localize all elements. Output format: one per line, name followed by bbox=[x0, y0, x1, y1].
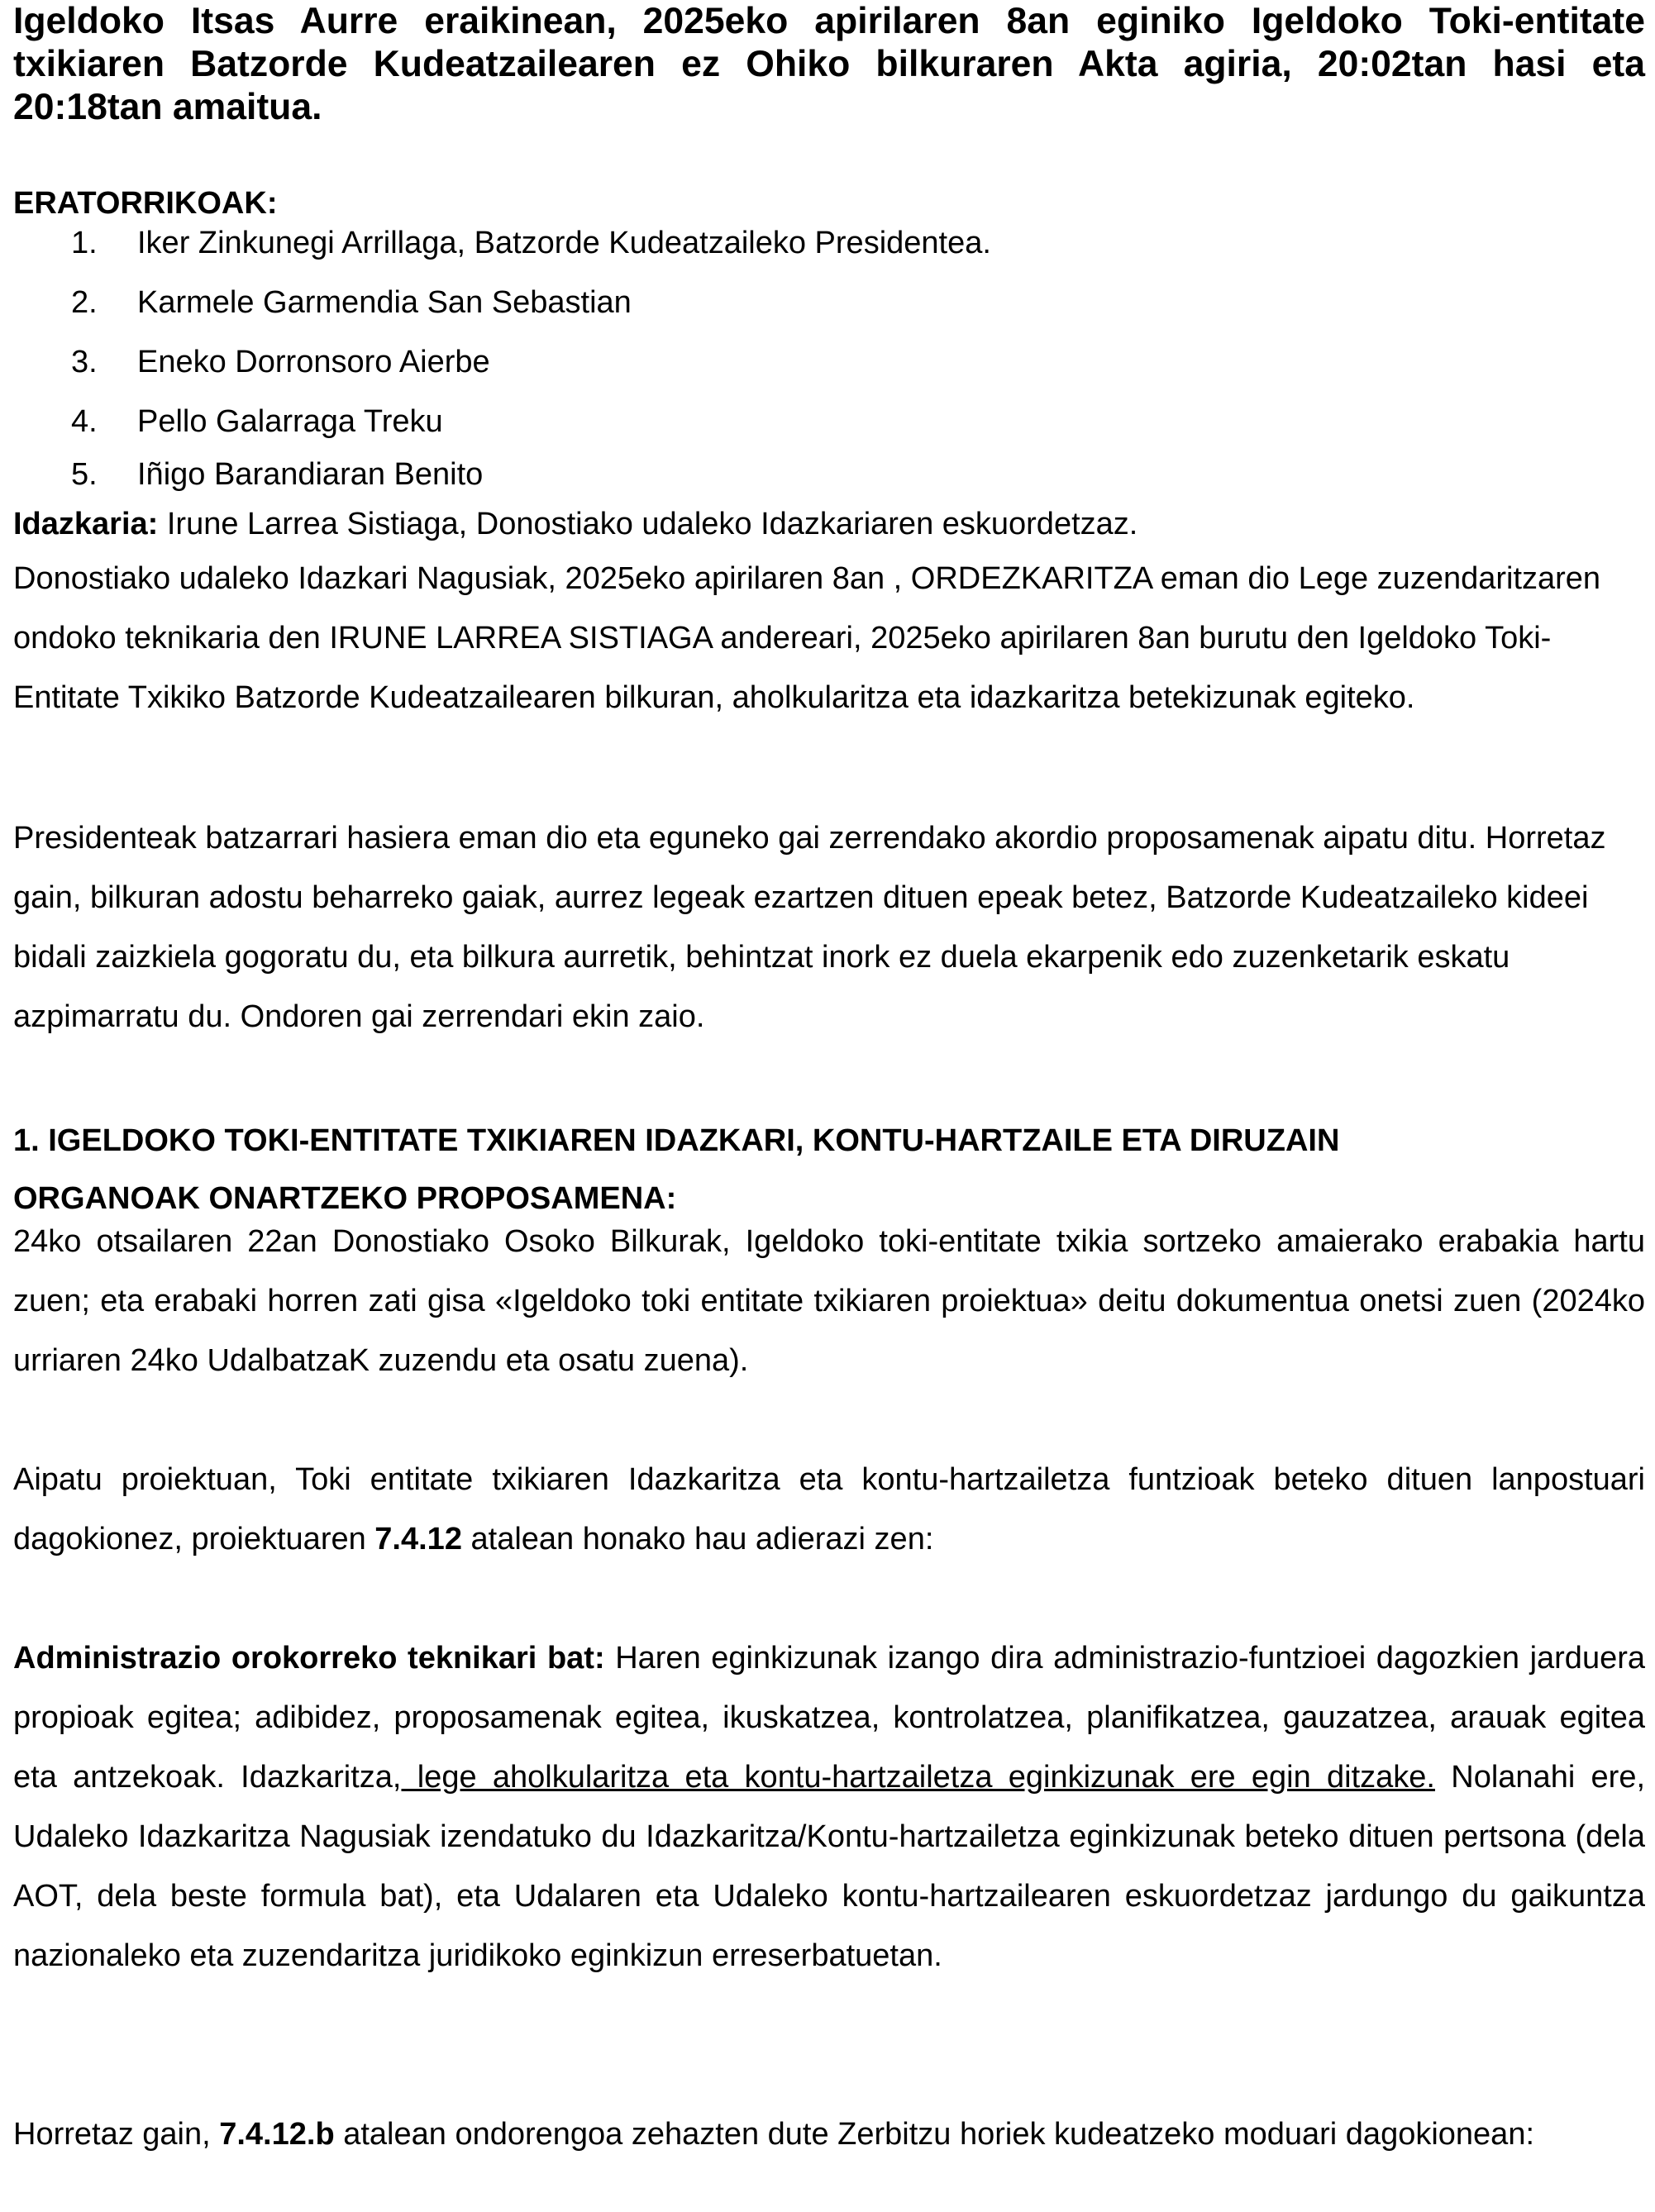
quote-underlined-text: lege aholkularitza eta kontu-hartzailetza eginkizunak ere egin ditzake. bbox=[401, 1760, 1435, 1795]
quoted-paragraph bbox=[13, 1628, 1645, 1986]
item1-paragraph-1: 24ko otsailaren 22an Donostiako Osoko Bilkurak, Igeldoko toki-entitate txikia sortzeko amaierako erabakia hartu zuen; eta erabaki horren zati gisa «Igeldoko toki entitate txikiaren proiektua» deitu dokumentua onetsi zuen (2024ko urriaren 24ko UdalbatzaK zuzendu eta osatu zuena). bbox=[13, 1224, 1645, 1378]
item1-paragraph-3-tail: atalean ondorengoa zehazten dute Zerbitzu horiek kudeatzeko moduari dagokionean: bbox=[334, 2117, 1535, 2152]
item1-heading-line2: ORGANOAK ONARTZEKO PROPOSAMENA: bbox=[13, 1181, 677, 1216]
list-item bbox=[71, 392, 991, 451]
quote-text-2: Nolanahi ere, Udaleko Idazkaritza Nagusiak izendatuko du Idazkaritza/Kontu-hartzailetza eginkizunak beteko dituen pertsona (dela AOT, dela beste formula bat), eta Udalaren eta Udaleko kontu-hartzailearen eskuordetzaz jardungo du gaikuntza nazionaleko eta zuzendaritza juridikoko eginkizun erreserbatuetan. bbox=[13, 1760, 1646, 1973]
list-item-name: Pello Galarraga Treku bbox=[137, 404, 443, 439]
item1-paragraph-3-text: Horretaz gain, bbox=[13, 2117, 220, 2152]
item1-heading-line1: 1. IGELDOKO TOKI-ENTITATE TXIKIAREN IDAZKARI, KONTU-HARTZAILE ETA DIRUZAIN bbox=[13, 1123, 1340, 1158]
item1-paragraph-2-tail: atalean honako hau adierazi zen: bbox=[461, 1522, 934, 1557]
item1-paragraph-2-text: Aipatu proiektuan, Toki entitate txikiaren Idazkaritza eta kontu-hartzailetza funtzioak beteko dituen lanpostuari dagokionez, proiektuaren bbox=[13, 1462, 1645, 1557]
attendees-heading: ERATORRIKOAK: bbox=[13, 186, 278, 221]
list-item-number: 5. bbox=[71, 457, 98, 492]
list-item bbox=[71, 213, 991, 273]
attendees-list bbox=[71, 213, 991, 498]
list-item-name: Iñigo Barandiaran Benito bbox=[137, 457, 484, 492]
item1-paragraph-3 bbox=[13, 2105, 1645, 2164]
list-item-number: 4. bbox=[71, 404, 98, 439]
quote-label: Administrazio orokorreko teknikari bat: bbox=[13, 1641, 605, 1676]
list-item-name: Karmele Garmendia San Sebastian bbox=[137, 285, 632, 320]
list-item-number: 1. bbox=[71, 226, 98, 260]
section-ref: 7.4.12 bbox=[374, 1522, 462, 1557]
list-item bbox=[71, 451, 991, 498]
secretary-text: Irune Larrea Sistiaga, Donostiako udaleko Idazkariaren eskuordetzaz. bbox=[158, 507, 1138, 541]
list-item bbox=[71, 273, 991, 332]
list-item-name: Iker Zinkunegi Arrillaga, Batzorde Kudeatzaileko Presidentea. bbox=[137, 226, 991, 260]
section-ref: 7.4.12.b bbox=[219, 2117, 335, 2152]
quote-text-1: Haren eginkizunak izango dira administrazio-funtzioei dagozkien jarduera propioak egitea; adibidez, proposamenak egitea, ikuskatzea, kontrolatzea, planifikatzea, gauzatzea, arauak egitea eta antzekoak. Idazkaritza, bbox=[13, 1641, 1645, 1795]
secretary-line bbox=[13, 501, 1138, 547]
secretary-label: Idazkaria: bbox=[13, 507, 159, 541]
opening-paragraph: Presidenteak batzarrari hasiera eman dio eta eguneko gai zerrendako akordio proposamenak aipatu ditu. Horretaz gain, bilkuran adostu beharreko gaiak, aurrez legeak ezartzen dituen epeak betez, Batzorde Kudeatzaileko kideei bidali zaizkiela gogoratu du, eta bilkura aurretik, behintzat inork ez duela ekarpenik edo zuzenketarik eskatu azpimarratu du. Ondoren gai zerrendari ekin zaio. bbox=[13, 821, 1606, 1034]
delegation-paragraph: Donostiako udaleko Idazkari Nagusiak, 2025eko apirilaren 8an , ORDEZKARITZA eman dio Lege zuzendaritzaren ondoko teknikaria den IRUNE LARREA SISTIAGA andereari, 2025eko apirilaren 8an burutu den Igeldoko Toki-Entitate Txikiko Batzorde Kudeatzailearen bilkuran, aholkularitza eta idazkaritza betekizunak egiteko. bbox=[13, 561, 1601, 715]
item1-paragraph-2 bbox=[13, 1450, 1645, 1569]
list-item-name: Eneko Dorronsoro Aierbe bbox=[137, 345, 490, 379]
list-item bbox=[71, 332, 991, 392]
list-item-number: 2. bbox=[71, 285, 98, 320]
document-title: Igeldoko Itsas Aurre eraikinean, 2025eko apirilaren 8an eginiko Igeldoko Toki-entitate txikiaren Batzorde Kudeatzailearen ez Ohiko bilkuraren Akta agiria, 20:02tan hasi eta 20:18tan amaitua. bbox=[13, 1, 1645, 127]
list-item-number: 3. bbox=[71, 345, 98, 379]
